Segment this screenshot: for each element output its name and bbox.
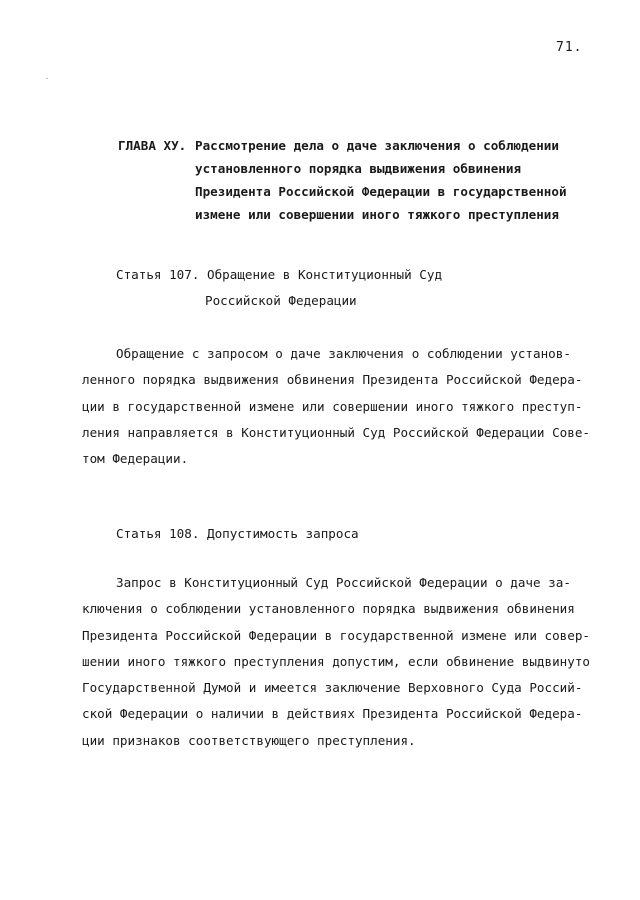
paragraph-line: ключения о соблюдении установленного порядка выдвижения обвинения bbox=[82, 601, 575, 617]
chapter-label: ГЛАВА ХУ. bbox=[118, 138, 187, 153]
paragraph-line: ской Федерации о наличии в действиях Президента Российской Федера- bbox=[82, 706, 583, 722]
paragraph-line: ления направляется в Конституционный Суд Российской Федерации Сове- bbox=[82, 424, 590, 440]
chapter-title-line: Рассмотрение дела о даче заключения о соблюдении bbox=[195, 138, 559, 153]
chapter-title-line: Президента Российской Федерации в государственной bbox=[195, 184, 567, 199]
paragraph-line: шении иного тяжкого преступления допустим, если обвинение выдвинуто bbox=[82, 653, 590, 669]
paragraph-line: том Федерации. bbox=[82, 451, 189, 467]
paragraph-line: ции в государственной измене или совершении иного тяжкого преступ- bbox=[82, 398, 583, 414]
article-108-heading bbox=[116, 521, 359, 547]
chapter-title-line: установленного порядка выдвижения обвинения bbox=[195, 161, 522, 176]
article-107-heading bbox=[116, 262, 442, 314]
paragraph-line: Запрос в Конституционный Суд Российской Федерации о даче за- bbox=[116, 575, 571, 590]
article-107-heading-line: Российской Федерации bbox=[205, 293, 357, 308]
chapter-title-line: измене или совершении иного тяжкого преступления bbox=[195, 207, 559, 222]
paragraph-line: Государственной Думой и имеется заключение Верховного Суда Россий- bbox=[82, 680, 583, 696]
paragraph-line: ленного порядка выдвижения обвинения Президента Российской Федера- bbox=[82, 372, 583, 388]
paragraph-line: ции признаков соответствующего преступления. bbox=[82, 732, 416, 748]
scan-speck bbox=[46, 78, 48, 79]
article-107-heading-line: Статья 107. Обращение в Конституционный Суд bbox=[116, 267, 443, 282]
article-108-heading-line: Статья 108. Допустимость запроса bbox=[116, 526, 359, 541]
paragraph-line: Обращение с запросом о даче заключения о соблюдении установ- bbox=[116, 346, 571, 361]
paragraph-line: Президента Российской Федерации в государственной измене или совер- bbox=[82, 627, 590, 643]
article-107-paragraph bbox=[82, 341, 590, 472]
page-number: 71. bbox=[556, 40, 583, 55]
article-108-paragraph bbox=[82, 570, 590, 754]
chapter-title bbox=[195, 134, 567, 226]
